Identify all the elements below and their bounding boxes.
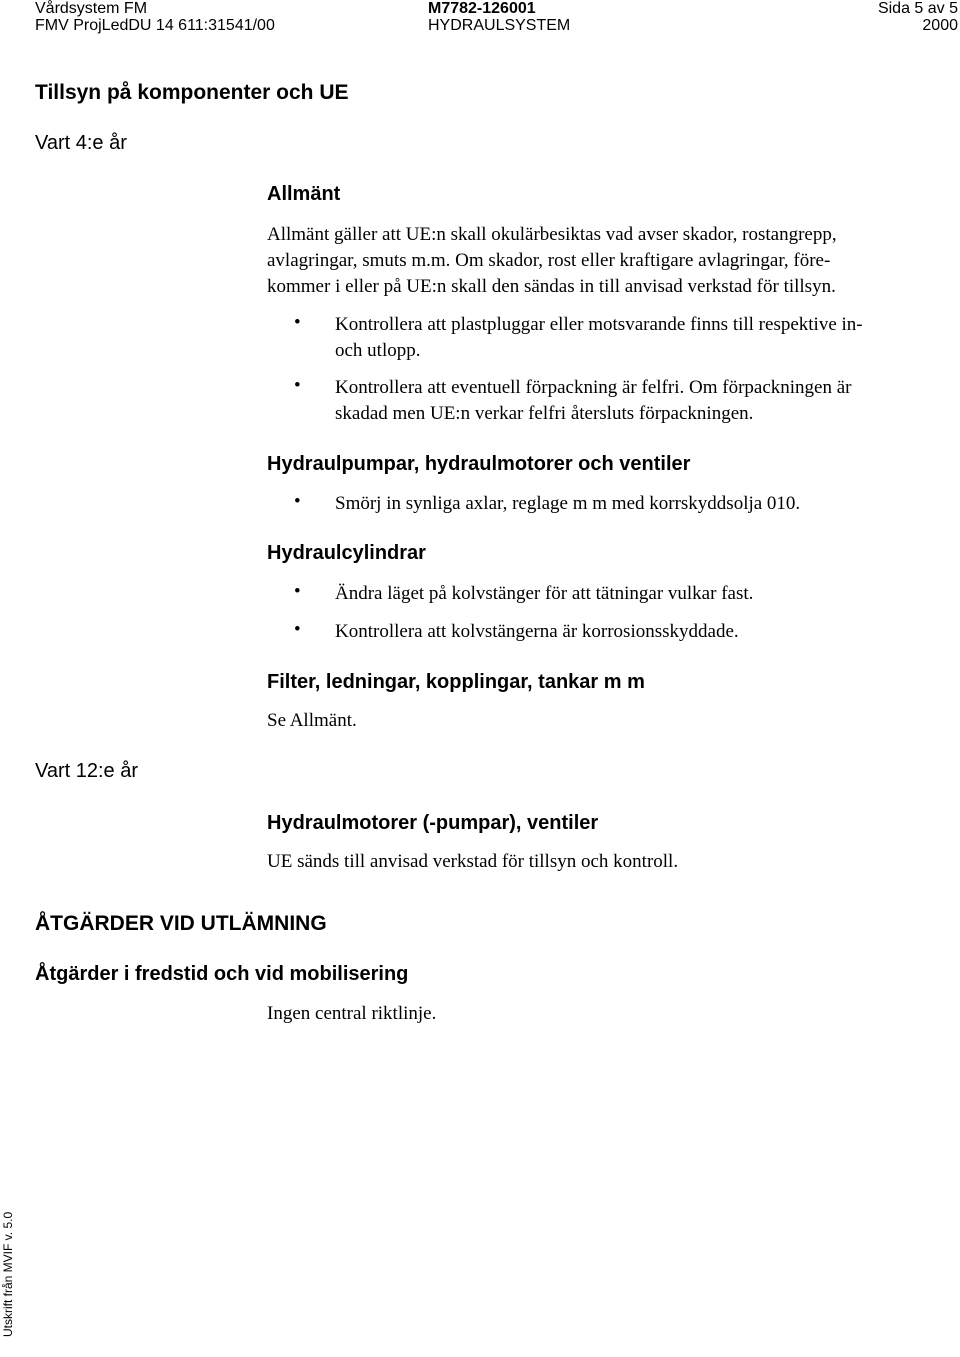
allmant-bullet-line: och utlopp. (335, 340, 421, 361)
bullet-marker: • (294, 491, 301, 512)
section-title: Tillsyn på komponenter och UE (35, 81, 349, 104)
interval-12-years: Vart 12:e år (35, 760, 139, 782)
allmant-paragraph-line: avlagringar, smuts m.m. Om skador, rost eller kraftigare avlagringar, före- (267, 250, 831, 271)
allmant-bullet-line: skadad men UE:n verkar felfri återsluts förpackningen. (335, 403, 754, 424)
filter-text: Se Allmänt. (267, 710, 357, 731)
fredstid-text: Ingen central riktlinje. (267, 1003, 437, 1024)
motorer-text: UE sänds till anvisad verkstad för tillsyn och kontroll. (267, 851, 679, 872)
pumpar-heading: Hydraulpumpar, hydraulmotorer och ventiler (267, 453, 691, 475)
bullet-marker: • (294, 312, 301, 333)
pumpar-bullet: Smörj in synliga axlar, reglage m m med korrskyddsolja 010. (335, 493, 801, 514)
bullet-marker: • (294, 375, 301, 396)
header-year: 2000 (922, 17, 958, 34)
allmant-bullet-line: Kontrollera att plastpluggar eller motsvarande finns till respektive in- (335, 314, 863, 335)
atgarder-title: ÅTGÄRDER VID UTLÄMNING (35, 912, 327, 935)
print-footer: Utskrift från MVIF v. 5.0 (1, 1211, 15, 1337)
cylindrar-bullet: Ändra läget på kolvstänger för att tätningar vulkar fast. (335, 583, 754, 604)
header-system-title: HYDRAULSYSTEM (428, 17, 571, 34)
header-system-name: Vårdsystem FM (35, 0, 148, 17)
allmant-heading: Allmänt (267, 183, 341, 205)
bullet-marker: • (294, 619, 301, 640)
fredstid-heading: Åtgärder i fredstid och vid mobilisering (35, 963, 409, 985)
allmant-paragraph-line: Allmänt gäller att UE:n skall okulärbesiktas vad avser skador, rostangrepp, (267, 224, 837, 245)
interval-4-years: Vart 4:e år (35, 132, 127, 154)
header-document-number: M7782-126001 (428, 0, 536, 17)
cylindrar-heading: Hydraulcylindrar (267, 542, 426, 564)
header-page-number: Sida 5 av 5 (877, 0, 958, 17)
bullet-marker: • (294, 581, 301, 602)
filter-heading: Filter, ledningar, kopplingar, tankar m m (267, 671, 645, 693)
cylindrar-bullet: Kontrollera att kolvstängerna är korrosionsskyddade. (335, 621, 739, 642)
allmant-bullet-line: Kontrollera att eventuell förpackning är felfri. Om förpackningen är (335, 377, 852, 398)
motorer-heading: Hydraulmotorer (-pumpar), ventiler (267, 812, 599, 834)
allmant-paragraph-line: kommer i eller på UE:n skall den sändas in till anvisad verkstad för tillsyn. (267, 276, 836, 297)
header-project-ref: FMV ProjLedDU 14 611:31541/00 (35, 17, 275, 34)
